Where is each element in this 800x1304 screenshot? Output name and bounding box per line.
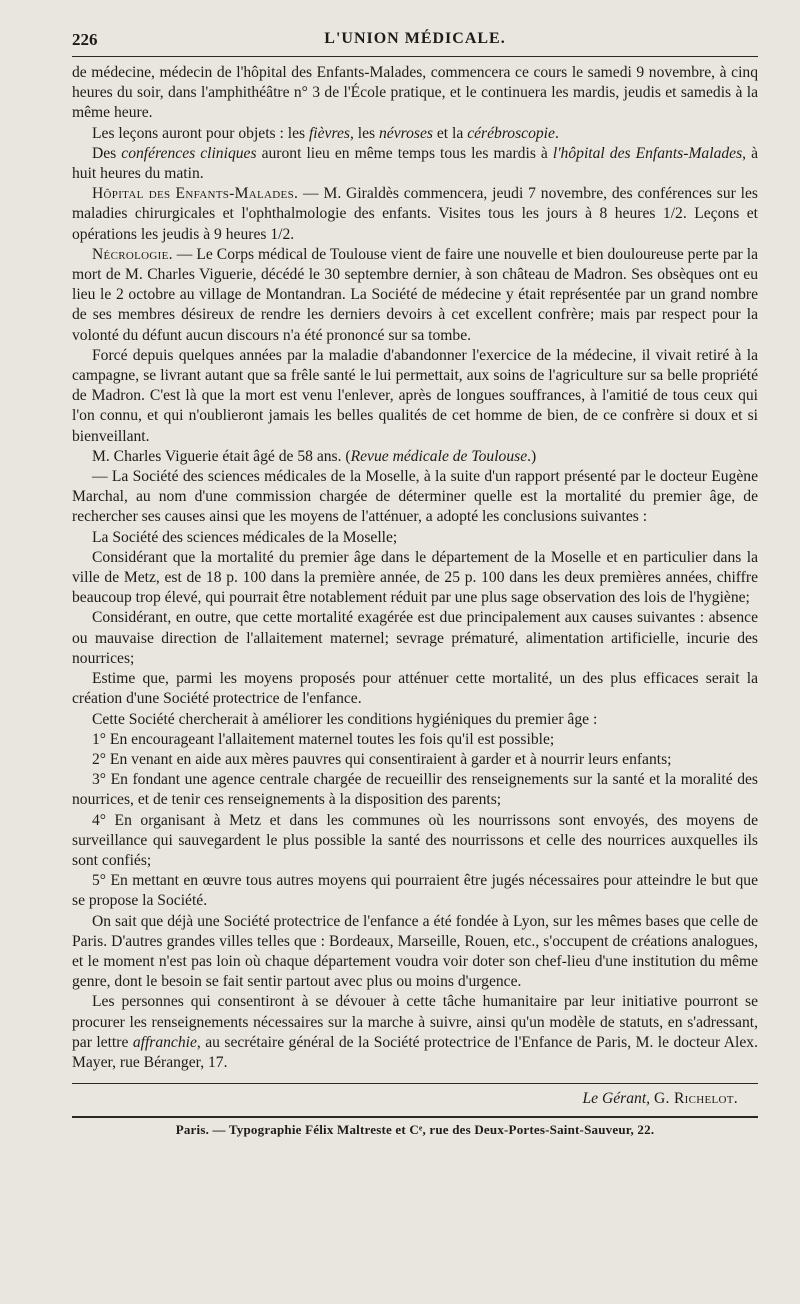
page-header bbox=[72, 26, 758, 57]
text-segment: Cette Société chercherait à améliorer les conditions hygiéniques du premier âge : bbox=[92, 710, 598, 728]
text-segment: — Le Corps médical de Toulouse vient de faire une nouvelle et bien douloureuse perte par la mort de M. Charles Viguerie, décédé le 30 septembre dernier, à son château de Madron. Ses obsèques ont eu lieu le 2 octobre au village de Montandran. La Société de médecine y était représentée par un grand nombre de ses membres désireux de rendre les derniers devoirs à cet excellent confrère; mais par respect pour la volonté du défunt aucun discours n'a été prononcé sur sa tombe. bbox=[72, 245, 758, 344]
paragraph-p13 bbox=[72, 710, 758, 730]
text-segment: de médecine, médecin de l'hôpital des Enfants-Malades, commencera ce cours le samedi 9 novembre, à cinq heures du soir, dans l'amphithéâtre n° 3 de l'École pratique, et le continuera les mardis, jeudis et samedis à la même heure. bbox=[72, 64, 758, 122]
text-segment: , au secrétaire général de la Société protectrice de l'Enfance de Paris, M. le docteur Alex. Mayer, rue Béranger, 17. bbox=[72, 1033, 758, 1071]
signature-name: G. Richelot. bbox=[653, 1090, 738, 1108]
signature-rule bbox=[72, 1083, 758, 1084]
text-segment: Nécrologie. bbox=[92, 245, 173, 263]
text-segment: névroses bbox=[379, 124, 433, 142]
paragraph-p7 bbox=[72, 447, 758, 467]
imprint-line: Paris. — Typographie Félix Maltreste et Cᵉ, rue des Deux-Portes-Saint-Sauveur, 22. bbox=[175, 1122, 655, 1138]
text-segment: , à huit heures du matin. bbox=[72, 144, 759, 183]
paragraph-p14 bbox=[72, 730, 758, 750]
text-segment: l'hôpital des Enfants-Malades bbox=[552, 144, 743, 162]
text-segment: . bbox=[554, 124, 559, 142]
paragraph-p10 bbox=[72, 548, 758, 609]
running-title: L'UNION MÉDICALE. bbox=[324, 30, 506, 47]
signature bbox=[72, 1090, 758, 1108]
text-segment: Considérant que la mortalité du premier âge dans le département de la Moselle et en particulier dans la ville de Metz, est de 18 p. 100 dans la première année, de 25 p. 100 dans les deux premières années, chiffre beaucoup trop élevé, qui pourrait être notablement réduit par une plus sage observation des lois de l'hygiène; bbox=[72, 548, 758, 607]
paragraph-p9 bbox=[72, 528, 758, 548]
signature-label: Le Gérant, bbox=[582, 1090, 651, 1108]
text-segment: Forcé depuis quelques années par la maladie d'abandonner l'exercice de la médecine, il vivait retiré à la campagne, se livrant autant que sa frêle santé le lui permettait, aux soins de l'agriculture sur sa belle propriété de Madron. C'est là que la mort est venu l'enlever, après de longues souffrances, à l'amitié de tous ceux qui l'on connu, et qui n'oublieront jamais les belles qualités de cet homme de bien, de ce confrère si doux et si bienveillant. bbox=[72, 346, 758, 445]
text-segment: Les leçons auront pour objets : les bbox=[92, 124, 309, 142]
imprint-rule bbox=[72, 1116, 758, 1118]
text-segment: On sait que déjà une Société protectrice de l'enfance a été fondée à Lyon, sur les mêmes bases que celle de Paris. D'autres grandes villes telles que : Bordeaux, Marseille, Rouen, etc., s'occupent de créations analogues, et le moment n'est pas loin où chaque département voudra voir doter son chef-lieu d'une institution du même genre, dont le besoin se fait sentir partout avec plus ou moins d'urgence. bbox=[72, 912, 758, 991]
text-segment: Des bbox=[92, 144, 122, 162]
paragraph-p5 bbox=[72, 245, 758, 346]
text-segment: Revue médicale de Toulouse bbox=[350, 447, 528, 465]
text-segment: 3° En fondant une agence centrale chargée de recueillir des renseignements sur la santé et la moralité des nourrices, et de tenir ces renseignements à la disposition des parents; bbox=[72, 771, 758, 809]
text-segment: et la bbox=[432, 124, 468, 142]
text-segment: La Société des sciences médicales de la Moselle; bbox=[92, 528, 398, 546]
text-segment: , les bbox=[349, 124, 379, 142]
text-segment: cérébroscopie bbox=[467, 124, 555, 142]
text-segment: conférences cliniques bbox=[121, 144, 257, 162]
text-segment: — La Société des sciences médicales de la Moselle, à la suite d'un rapport présenté par le docteur Eugène Marchal, au nom d'une commission chargée de déterminer quelle est la mortalité du premier âge, de rechercher ses causes ainsi que les moyens de l'atténuer, a adopté les conclusions suivantes : bbox=[72, 468, 758, 526]
text-segment: fièvres bbox=[308, 124, 350, 142]
text-segment: 5° En mettant en œuvre tous autres moyens qui pourraient être jugés nécessaires pour atteindre le but que se propose la Société. bbox=[72, 872, 758, 910]
text-segment: .) bbox=[527, 447, 537, 465]
text-segment: 1° En encourageant l'allaitement maternel toutes les fois qu'il est possible; bbox=[92, 730, 555, 748]
text-segment: Hôpital des Enfants-Malades. bbox=[92, 185, 299, 203]
paragraph-p11 bbox=[72, 608, 758, 669]
paragraph-p16 bbox=[72, 770, 758, 810]
text-segment: Considérant, en outre, que cette mortalité exagérée est due principalement aux causes suivantes : absence ou mauvaise direction de l'allaitement maternel; sevrage prématuré, alimentation artificielle, incurie des nourrices; bbox=[72, 609, 758, 667]
text-segment: Estime que, parmi les moyens proposés pour atténuer cette mortalité, un des plus efficaces serait la création d'une Société protectrice de l'enfance. bbox=[72, 670, 758, 708]
text-segment: auront lieu en même temps tous les mardis à bbox=[256, 144, 553, 162]
paragraph-p2 bbox=[72, 124, 758, 144]
text-segment: Les personnes qui consentiront à se dévouer à cette tâche humanitaire par leur initiative pourront se procurer les renseignements nécessaires sur la marche à suivre, ainsi qu'un modèle de statuts, en s'adressant, par lettre bbox=[72, 993, 758, 1051]
paragraph-p1 bbox=[72, 63, 758, 124]
text-segment: M. Charles Viguerie était âgé de 58 ans. ( bbox=[92, 447, 351, 465]
paragraph-p12 bbox=[72, 669, 758, 709]
paragraph-p15 bbox=[72, 750, 758, 770]
paragraph-p17 bbox=[72, 811, 758, 872]
paragraph-p4 bbox=[72, 184, 758, 245]
paragraph-p20 bbox=[72, 992, 758, 1073]
text-segment: affranchie bbox=[132, 1033, 197, 1051]
paragraph-p6 bbox=[72, 346, 758, 447]
article-body bbox=[72, 63, 758, 1073]
text-segment: — M. Giraldès commencera, jeudi 7 novembre, des conférences sur les maladies chirurgicales et l'ophthalmologie des enfants. Visites tous les jours à 8 heures 1/2. Leçons et opérations les jeudis à 9 heures 1/2. bbox=[72, 185, 758, 243]
paragraph-p19 bbox=[72, 912, 758, 993]
paragraph-p8 bbox=[72, 467, 758, 528]
paragraph-p18 bbox=[72, 871, 758, 911]
paragraph-p3 bbox=[72, 144, 758, 184]
page-number: 226 bbox=[72, 30, 98, 49]
text-segment: 4° En organisant à Metz et dans les communes où les nourrissons sont envoyés, des moyens de surveillance qui sauvegardent le plus possible la santé des nourrissons et celle des nourrices auxquelles ils sont confiés; bbox=[72, 811, 758, 869]
text-segment: 2° En venant en aide aux mères pauvres qui consentiraient à garder et à nourrir leurs enfants; bbox=[92, 750, 672, 768]
